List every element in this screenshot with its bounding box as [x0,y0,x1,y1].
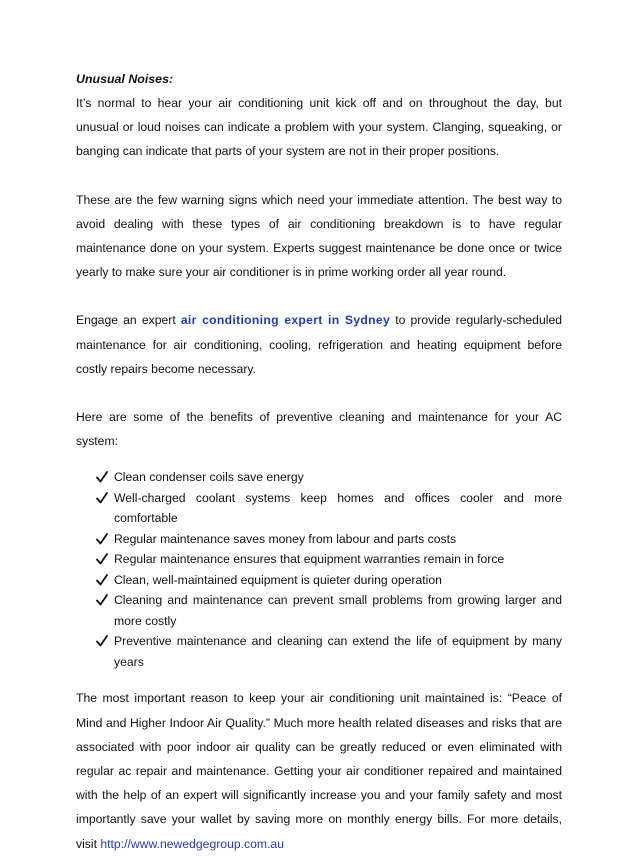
checkmark-icon [96,590,110,610]
benefit-text: Regular maintenance ensures that equipment warranties remain in force [114,552,505,567]
paragraph-peace-of-mind [76,686,562,855]
engage-text-after: to provide regularly-scheduled maintenance for air conditioning, cooling, refrigeration and heating equipment before costly repairs become necessary. [76,313,562,376]
paragraph-gap [76,381,562,405]
paragraph-warning-signs: These are the few warning signs which need your immediate attention. The best way to avoid dealing with these types of air conditioning breakdown is to have regular maintenance done on your system. Experts suggest maintenance be done once or twice yearly to make sure your air conditioner is in prime working order all year round. [76,192,562,280]
paragraph-unusual-noises: It’s normal to hear your air conditioning unit kick off and on throughout the day, but unusual or loud noises can indicate a problem with your system. Clanging, squeaking, or banging can indicate that parts of your system are not in their proper positions. [76,96,562,159]
engage-text-before: Engage an expert [76,313,181,328]
newedgegroup-url-link[interactable]: http://www.newedgegroup.com.au [100,836,284,851]
list-item [96,488,562,529]
benefit-text: Well-charged coolant systems keep homes and offices cooler and more comfortable [114,490,562,526]
peace-of-mind-text: The most important reason to keep your air conditioning unit maintained is: “Peace of Mind and Higher Indoor Air Quality.” Much more health related diseases and risks that are associated with poor indoor air quality can be greatly reduced or even eliminated with regular ac repair and maintenance. Getting your air conditioner repaired and maintained with the help of an expert will significantly increase you and your family safety and most importantly save your wallet by saving more on monthly energy bills. For more details, visit [76,691,562,851]
checkmark-icon [96,631,110,651]
ac-expert-sydney-link[interactable]: air conditioning expert in Sydney [180,313,391,328]
list-item [96,590,562,631]
paragraph-gap [76,284,562,308]
document-page [76,70,562,856]
paragraph-engage-expert [76,308,562,381]
checkmark-icon [96,529,110,549]
list-item [96,549,562,570]
benefit-text: Regular maintenance saves money from labour and parts costs [114,531,457,546]
list-gap [76,453,562,467]
benefit-text: Clean condenser coils save energy [114,470,304,485]
checkmark-icon [96,467,110,487]
list-item [96,529,562,550]
list-item [96,570,562,591]
checkmark-icon [96,570,110,590]
list-gap [76,672,562,686]
paragraph-benefits-intro: Here are some of the benefits of preventive cleaning and maintenance for your AC system: [76,410,562,449]
section-heading: Unusual Noises: [76,72,174,86]
benefit-text: Preventive maintenance and cleaning can extend the life of equipment by many years [114,634,562,669]
benefit-text: Cleaning and maintenance can prevent small problems from growing larger and more costly [114,593,562,628]
list-item [96,467,562,488]
list-item [96,631,562,672]
benefit-text: Clean, well-maintained equipment is quieter during operation [114,572,442,587]
benefits-list [76,467,562,672]
checkmark-icon [96,549,110,569]
checkmark-icon [96,488,110,508]
paragraph-gap [76,164,562,188]
